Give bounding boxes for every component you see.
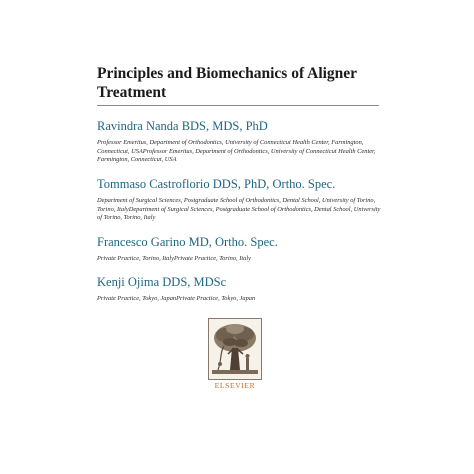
author-affiliation: Private Practice, Tokyo, JapanPrivate Practice, Tokyo, Japan (97, 295, 256, 302)
author-name: Kenji Ojima DDS, MDSc (97, 275, 227, 289)
author-block (97, 235, 382, 264)
title-divider (97, 105, 379, 106)
author-block (97, 275, 382, 304)
author-block (97, 119, 382, 165)
book-title: Principles and Biomechanics of Aligner Treatment (97, 65, 357, 101)
author-name: Ravindra Nanda BDS, MDS, PhD (97, 119, 268, 133)
author-affiliation: Private Practice, Torino, ItalyPrivate Practice, Torino, Italy (97, 255, 251, 262)
author-name: Tommaso Castroflorio DDS, PhD, Ortho. Spec. (97, 177, 336, 191)
author-block (97, 177, 382, 223)
publisher-name: ELSEVIER (214, 381, 256, 390)
author-affiliation: Department of Surgical Sciences, Postgraduate School of Orthodontics, Dental School, University of Torino, Torino, ItalyDepartment of Surgical Sciences, Postgraduate School of Orthodontics, Dental School, University of Torino, Torino, Italy (97, 197, 381, 222)
author-affiliation: Professor Emeritus, Department of Orthodontics, University of Connecticut Health Center, Farmington, Connecticut, USAProfessor Emeritus, Department of Orthodontics, University of Connecticut Health Center, Farmington, Connecticut, USA (97, 139, 376, 164)
author-name: Francesco Garino MD, Ortho. Spec. (97, 235, 278, 249)
elsevier-tree-logo-icon (208, 318, 262, 380)
